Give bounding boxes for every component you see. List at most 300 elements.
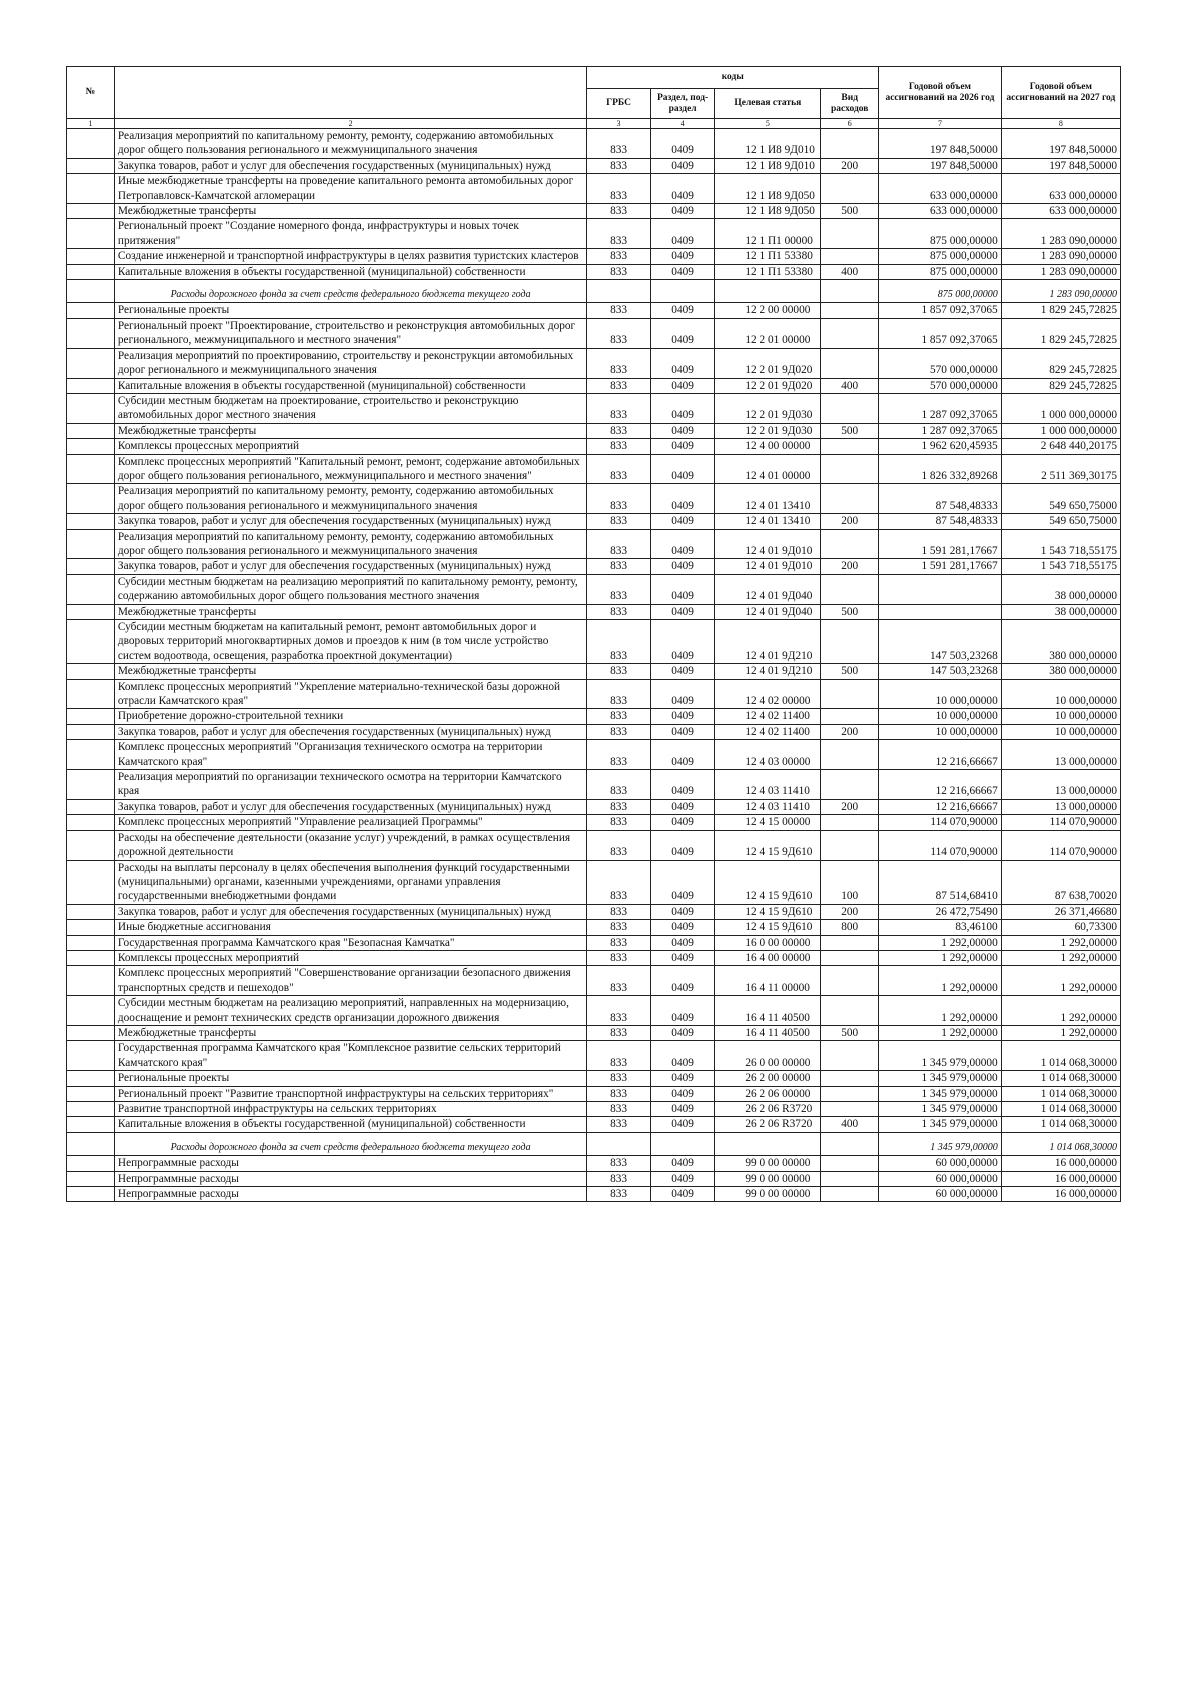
row-razdel: 0409 (650, 1025, 715, 1040)
row-razdel: 0409 (650, 799, 715, 814)
budget-table (66, 66, 1121, 1202)
row-volume-2027: 38 000,00000 (1001, 574, 1120, 604)
table-row (67, 378, 1121, 393)
row-razdel: 0409 (650, 204, 715, 219)
row-razdel: 0409 (650, 740, 715, 770)
row-name: Иные межбюджетные трансферты на проведение капитального ремонта автомобильных дорог Петропавловск-Камчатской агломерации (114, 174, 586, 204)
row-celevaya-statya: 12 4 01 13410 (715, 484, 821, 514)
table-row (67, 1086, 1121, 1101)
table-row (67, 1187, 1121, 1202)
row-grbs: 833 (587, 679, 651, 709)
row-celevaya-statya: 12 4 03 11410 (715, 799, 821, 814)
column-index: 2 (114, 119, 586, 129)
row-grbs: 833 (587, 904, 651, 919)
row-volume-2027: 1 829 245,72825 (1001, 303, 1120, 318)
row-volume-2026: 1 292,00000 (879, 966, 1002, 996)
row-name: Непрограммные расходы (114, 1156, 586, 1171)
table-row (67, 158, 1121, 173)
row-grbs: 833 (587, 966, 651, 996)
row-volume-2027: 1 292,00000 (1001, 1025, 1120, 1040)
row-vid-raskhodov (821, 740, 879, 770)
row-volume-2027: 1 000 000,00000 (1001, 423, 1120, 438)
row-celevaya-statya: 12 4 01 00000 (715, 454, 821, 484)
row-grbs: 833 (587, 393, 651, 423)
row-grbs: 833 (587, 1041, 651, 1071)
row-name: Межбюджетные трансферты (114, 664, 586, 679)
row-vid-raskhodov (821, 1132, 879, 1155)
row-grbs: 833 (587, 935, 651, 950)
row-razdel: 0409 (650, 966, 715, 996)
row-vid-raskhodov: 400 (821, 1117, 879, 1132)
row-celevaya-statya: 16 4 11 40500 (715, 996, 821, 1026)
row-grbs: 833 (587, 1102, 651, 1117)
row-vid-raskhodov (821, 966, 879, 996)
row-name: Закупка товаров, работ и услуг для обеспечения государственных (муниципальных) нужд (114, 799, 586, 814)
row-razdel: 0409 (650, 709, 715, 724)
table-row (67, 815, 1121, 830)
row-volume-2027: 380 000,00000 (1001, 620, 1120, 664)
row-name: Закупка товаров, работ и услуг для обеспечения государственных (муниципальных) нужд (114, 904, 586, 919)
column-index: 6 (821, 119, 879, 129)
row-celevaya-statya: 12 4 01 9Д040 (715, 574, 821, 604)
row-volume-2026: 1 345 979,00000 (879, 1132, 1002, 1155)
row-number (67, 514, 115, 529)
row-volume-2027: 1 292,00000 (1001, 996, 1120, 1026)
row-name: Непрограммные расходы (114, 1187, 586, 1202)
row-name: Субсидии местным бюджетам на реализацию мероприятий, направленных на модернизацию, дооснащение и ремонт технических средств организации дорожного движения (114, 996, 586, 1026)
row-volume-2027: 1 292,00000 (1001, 966, 1120, 996)
row-name: Государственная программа Камчатского края "Комплексное развитие сельских территорий Камчатского края" (114, 1041, 586, 1071)
row-number (67, 1086, 115, 1101)
row-volume-2026: 1 857 092,37065 (879, 318, 1002, 348)
row-razdel: 0409 (650, 423, 715, 438)
row-number (67, 264, 115, 279)
row-volume-2026: 197 848,50000 (879, 129, 1002, 159)
row-number (67, 1102, 115, 1117)
row-volume-2026: 1 857 092,37065 (879, 303, 1002, 318)
row-name: Расходы на выплаты персоналу в целях обеспечения выполнения функций государственными (муниципальными) органами, казенными учреждениями, органами управления государственными внебюджетными фондами (114, 860, 586, 904)
header-vol-2027: Годовой объем ассигнований на 2027 год (1001, 67, 1120, 119)
row-vid-raskhodov (821, 1187, 879, 1202)
row-razdel: 0409 (650, 303, 715, 318)
row-razdel (650, 280, 715, 303)
row-celevaya-statya: 16 4 11 40500 (715, 1025, 821, 1040)
table-row (67, 574, 1121, 604)
table-row (67, 348, 1121, 378)
row-razdel: 0409 (650, 318, 715, 348)
row-name: Расходы дорожного фонда за счет средств федерального бюджета текущего года (114, 280, 586, 303)
row-volume-2027: 1 014 068,30000 (1001, 1102, 1120, 1117)
table-body (67, 129, 1121, 1202)
row-celevaya-statya: 12 2 00 00000 (715, 303, 821, 318)
row-vid-raskhodov: 800 (821, 920, 879, 935)
row-vid-raskhodov (821, 1071, 879, 1086)
row-grbs: 833 (587, 574, 651, 604)
table-row (67, 950, 1121, 965)
row-number (67, 620, 115, 664)
row-number (67, 815, 115, 830)
row-vid-raskhodov (821, 1041, 879, 1071)
row-name: Региональный проект "Создание номерного фонда, инфраструктуры и новых точек притяжения" (114, 219, 586, 249)
row-volume-2026: 1 345 979,00000 (879, 1102, 1002, 1117)
federal-fund-row (67, 280, 1121, 303)
row-volume-2026: 87 548,48333 (879, 484, 1002, 514)
row-number (67, 1132, 115, 1155)
row-vid-raskhodov: 200 (821, 559, 879, 574)
row-razdel: 0409 (650, 484, 715, 514)
row-grbs: 833 (587, 799, 651, 814)
row-volume-2026 (879, 574, 1002, 604)
row-name: Субсидии местным бюджетам на проектирование, строительство и реконструкцию автомобильных дорог местного значения (114, 393, 586, 423)
row-celevaya-statya: 16 4 00 00000 (715, 950, 821, 965)
row-volume-2027: 1 014 068,30000 (1001, 1086, 1120, 1101)
row-razdel: 0409 (650, 664, 715, 679)
row-razdel: 0409 (650, 348, 715, 378)
row-celevaya-statya: 12 2 01 9Д030 (715, 423, 821, 438)
row-grbs: 833 (587, 770, 651, 800)
row-volume-2027: 10 000,00000 (1001, 679, 1120, 709)
row-volume-2026: 875 000,00000 (879, 219, 1002, 249)
row-volume-2027: 2 511 369,30175 (1001, 454, 1120, 484)
row-celevaya-statya: 12 2 01 9Д030 (715, 393, 821, 423)
table-row (67, 484, 1121, 514)
row-razdel: 0409 (650, 679, 715, 709)
row-vid-raskhodov: 400 (821, 378, 879, 393)
row-number (67, 740, 115, 770)
row-volume-2027: 16 000,00000 (1001, 1171, 1120, 1186)
row-name: Региональный проект "Проектирование, строительство и реконструкция автомобильных дорог регионального, межмуниципального и местного значения" (114, 318, 586, 348)
row-number (67, 318, 115, 348)
row-grbs: 833 (587, 348, 651, 378)
row-grbs: 833 (587, 158, 651, 173)
row-vid-raskhodov: 500 (821, 423, 879, 438)
row-celevaya-statya: 12 4 01 9Д210 (715, 620, 821, 664)
row-razdel: 0409 (650, 996, 715, 1026)
table-row (67, 423, 1121, 438)
row-volume-2026: 87 514,68410 (879, 860, 1002, 904)
row-vid-raskhodov: 500 (821, 204, 879, 219)
row-celevaya-statya: 12 4 03 11410 (715, 770, 821, 800)
row-razdel: 0409 (650, 1041, 715, 1071)
header-razdel: Раздел, под-раздел (650, 89, 715, 119)
row-name: Комплекс процессных мероприятий "Капитальный ремонт, ремонт, содержание автомобильных дорог общего пользования регионального, межмуниципального и местного значения" (114, 454, 586, 484)
row-volume-2027: 633 000,00000 (1001, 174, 1120, 204)
row-celevaya-statya: 12 4 01 13410 (715, 514, 821, 529)
row-vid-raskhodov (821, 484, 879, 514)
row-volume-2027: 10 000,00000 (1001, 709, 1120, 724)
row-celevaya-statya: 12 4 01 9Д010 (715, 559, 821, 574)
row-number (67, 574, 115, 604)
row-celevaya-statya: 99 0 00 00000 (715, 1156, 821, 1171)
row-volume-2026: 1 345 979,00000 (879, 1086, 1002, 1101)
column-index: 4 (650, 119, 715, 129)
row-grbs: 833 (587, 219, 651, 249)
row-grbs: 833 (587, 378, 651, 393)
table-row (67, 393, 1121, 423)
row-vid-raskhodov: 200 (821, 514, 879, 529)
row-vid-raskhodov (821, 679, 879, 709)
column-index: 5 (715, 119, 821, 129)
row-celevaya-statya: 12 2 01 00000 (715, 318, 821, 348)
row-volume-2026: 114 070,90000 (879, 830, 1002, 860)
row-razdel: 0409 (650, 378, 715, 393)
row-grbs: 833 (587, 174, 651, 204)
table-row (67, 664, 1121, 679)
column-index: 8 (1001, 119, 1120, 129)
row-volume-2027: 1 829 245,72825 (1001, 318, 1120, 348)
row-celevaya-statya: 26 2 06 R3720 (715, 1117, 821, 1132)
row-volume-2027: 38 000,00000 (1001, 604, 1120, 619)
row-volume-2027: 1 543 718,55175 (1001, 529, 1120, 559)
row-grbs: 833 (587, 1071, 651, 1086)
row-razdel: 0409 (650, 604, 715, 619)
row-grbs: 833 (587, 318, 651, 348)
row-volume-2027: 1 014 068,30000 (1001, 1132, 1120, 1155)
row-volume-2026: 26 472,75490 (879, 904, 1002, 919)
row-number (67, 158, 115, 173)
row-volume-2026: 12 216,66667 (879, 740, 1002, 770)
row-celevaya-statya: 12 2 01 9Д020 (715, 378, 821, 393)
row-grbs: 833 (587, 484, 651, 514)
row-celevaya-statya: 12 4 02 11400 (715, 724, 821, 739)
row-volume-2027: 114 070,90000 (1001, 830, 1120, 860)
row-volume-2026: 1 591 281,17667 (879, 559, 1002, 574)
row-number (67, 129, 115, 159)
row-grbs: 833 (587, 860, 651, 904)
row-number (67, 1187, 115, 1202)
row-number (67, 679, 115, 709)
row-volume-2026: 875 000,00000 (879, 249, 1002, 264)
row-vid-raskhodov (821, 249, 879, 264)
row-number (67, 1041, 115, 1071)
row-razdel: 0409 (650, 1187, 715, 1202)
row-grbs: 833 (587, 709, 651, 724)
row-razdel: 0409 (650, 935, 715, 950)
row-name: Региональные проекты (114, 303, 586, 318)
row-celevaya-statya: 12 4 15 9Д610 (715, 830, 821, 860)
column-index: 1 (67, 119, 115, 129)
table-row (67, 996, 1121, 1026)
column-index: 7 (879, 119, 1002, 129)
row-number (67, 709, 115, 724)
header-codes: коды (587, 67, 879, 89)
row-grbs: 833 (587, 1086, 651, 1101)
row-razdel: 0409 (650, 158, 715, 173)
row-celevaya-statya: 12 4 15 9Д610 (715, 904, 821, 919)
row-razdel (650, 1132, 715, 1155)
row-volume-2027: 2 648 440,20175 (1001, 439, 1120, 454)
table-row (67, 740, 1121, 770)
row-number (67, 1071, 115, 1086)
table-row (67, 620, 1121, 664)
row-number (67, 904, 115, 919)
row-vid-raskhodov (821, 439, 879, 454)
table-row (67, 1156, 1121, 1171)
table-row (67, 129, 1121, 159)
row-name: Реализация мероприятий по капитальному ремонту, ремонту, содержанию автомобильных дорог общего пользования регионального и межмуниципального значения (114, 484, 586, 514)
row-celevaya-statya: 26 2 06 00000 (715, 1086, 821, 1101)
row-grbs: 833 (587, 1117, 651, 1132)
row-name: Комплекс процессных мероприятий "Укрепление материально-технической базы дорожной отрасли Камчатского края" (114, 679, 586, 709)
row-volume-2027: 1 283 090,00000 (1001, 219, 1120, 249)
row-vid-raskhodov: 200 (821, 724, 879, 739)
row-volume-2026: 1 287 092,37065 (879, 393, 1002, 423)
row-volume-2026: 1 345 979,00000 (879, 1041, 1002, 1071)
row-razdel: 0409 (650, 249, 715, 264)
row-name: Развитие транспортной инфраструктуры на сельских территориях (114, 1102, 586, 1117)
row-grbs: 833 (587, 1171, 651, 1186)
row-vid-raskhodov (821, 280, 879, 303)
row-razdel: 0409 (650, 174, 715, 204)
row-celevaya-statya: 12 1 П1 00000 (715, 219, 821, 249)
row-volume-2027: 1 014 068,30000 (1001, 1117, 1120, 1132)
row-razdel: 0409 (650, 620, 715, 664)
row-volume-2026: 875 000,00000 (879, 280, 1002, 303)
row-vid-raskhodov: 200 (821, 158, 879, 173)
table-row (67, 1071, 1121, 1086)
row-volume-2026: 1 345 979,00000 (879, 1117, 1002, 1132)
row-number (67, 604, 115, 619)
row-razdel: 0409 (650, 1086, 715, 1101)
row-celevaya-statya: 12 4 01 9Д040 (715, 604, 821, 619)
row-name: Приобретение дорожно-строительной техники (114, 709, 586, 724)
row-grbs: 833 (587, 439, 651, 454)
row-celevaya-statya: 99 0 00 00000 (715, 1171, 821, 1186)
row-volume-2026: 114 070,90000 (879, 815, 1002, 830)
row-razdel: 0409 (650, 770, 715, 800)
row-volume-2027: 13 000,00000 (1001, 740, 1120, 770)
table-row (67, 966, 1121, 996)
row-number (67, 920, 115, 935)
row-name: Комплекс процессных мероприятий "Совершенствование организации безопасного движения транспортных средств и пешеходов" (114, 966, 586, 996)
row-vid-raskhodov: 200 (821, 904, 879, 919)
row-name: Непрограммные расходы (114, 1171, 586, 1186)
row-volume-2027: 60,73300 (1001, 920, 1120, 935)
row-grbs: 833 (587, 204, 651, 219)
row-volume-2026: 1 292,00000 (879, 996, 1002, 1026)
row-volume-2026: 87 548,48333 (879, 514, 1002, 529)
row-number (67, 935, 115, 950)
row-volume-2027: 1 283 090,00000 (1001, 249, 1120, 264)
row-number (67, 249, 115, 264)
row-grbs: 833 (587, 815, 651, 830)
row-celevaya-statya: 16 0 00 00000 (715, 935, 821, 950)
row-vid-raskhodov: 100 (821, 860, 879, 904)
row-grbs: 833 (587, 514, 651, 529)
row-volume-2026: 10 000,00000 (879, 724, 1002, 739)
row-volume-2027: 1 000 000,00000 (1001, 393, 1120, 423)
row-grbs: 833 (587, 724, 651, 739)
row-grbs: 833 (587, 559, 651, 574)
row-vid-raskhodov (821, 950, 879, 965)
column-index: 3 (587, 119, 651, 129)
row-number (67, 770, 115, 800)
row-number (67, 348, 115, 378)
row-grbs: 833 (587, 740, 651, 770)
row-grbs: 833 (587, 264, 651, 279)
row-volume-2026: 10 000,00000 (879, 709, 1002, 724)
row-name: Расходы дорожного фонда за счет средств федерального бюджета текущего года (114, 1132, 586, 1155)
row-vid-raskhodov (821, 1156, 879, 1171)
row-razdel: 0409 (650, 904, 715, 919)
table-row (67, 529, 1121, 559)
row-vid-raskhodov (821, 129, 879, 159)
table-row (67, 1171, 1121, 1186)
column-index-row (67, 119, 1121, 129)
row-number (67, 559, 115, 574)
row-number (67, 423, 115, 438)
header-vid: Вид расходов (821, 89, 879, 119)
row-volume-2026: 60 000,00000 (879, 1156, 1002, 1171)
row-razdel: 0409 (650, 950, 715, 965)
row-celevaya-statya: 12 4 01 9Д010 (715, 529, 821, 559)
row-grbs: 833 (587, 920, 651, 935)
row-name: Иные бюджетные ассигнования (114, 920, 586, 935)
row-grbs: 833 (587, 303, 651, 318)
row-number (67, 529, 115, 559)
row-razdel: 0409 (650, 529, 715, 559)
row-name: Капитальные вложения в объекты государственной (муниципальной) собственности (114, 264, 586, 279)
row-volume-2027: 13 000,00000 (1001, 799, 1120, 814)
table-row (67, 604, 1121, 619)
row-name: Комплекс процессных мероприятий "Управление реализацией Программы" (114, 815, 586, 830)
row-volume-2026: 83,46100 (879, 920, 1002, 935)
row-vid-raskhodov (821, 1102, 879, 1117)
row-vid-raskhodov: 500 (821, 604, 879, 619)
table-row (67, 1102, 1121, 1117)
row-razdel: 0409 (650, 1071, 715, 1086)
row-vid-raskhodov (821, 574, 879, 604)
row-volume-2027: 1 543 718,55175 (1001, 559, 1120, 574)
row-vid-raskhodov (821, 318, 879, 348)
row-number (67, 724, 115, 739)
row-vid-raskhodov (821, 815, 879, 830)
row-celevaya-statya: 12 1 И8 9Д010 (715, 158, 821, 173)
table-row (67, 724, 1121, 739)
row-volume-2026: 60 000,00000 (879, 1171, 1002, 1186)
row-number (67, 830, 115, 860)
row-celevaya-statya: 12 1 П1 53380 (715, 249, 821, 264)
row-vid-raskhodov (821, 1171, 879, 1186)
row-grbs: 833 (587, 996, 651, 1026)
table-row (67, 1117, 1121, 1132)
row-vid-raskhodov: 400 (821, 264, 879, 279)
row-vid-raskhodov (821, 303, 879, 318)
row-volume-2027: 26 371,46680 (1001, 904, 1120, 919)
table-row (67, 204, 1121, 219)
row-number (67, 1025, 115, 1040)
header-grbs: ГРБС (587, 89, 651, 119)
row-volume-2026: 1 292,00000 (879, 1025, 1002, 1040)
row-vid-raskhodov (821, 996, 879, 1026)
row-razdel: 0409 (650, 830, 715, 860)
row-name: Капитальные вложения в объекты государственной (муниципальной) собственности (114, 1117, 586, 1132)
row-razdel: 0409 (650, 1102, 715, 1117)
row-name: Реализация мероприятий по капитальному ремонту, ремонту, содержанию автомобильных дорог общего пользования регионального и межмуниципального значения (114, 529, 586, 559)
table-row (67, 799, 1121, 814)
row-name: Межбюджетные трансферты (114, 423, 586, 438)
table-row (67, 219, 1121, 249)
row-name: Реализация мероприятий по организации технического осмотра на территории Камчатского края (114, 770, 586, 800)
row-vid-raskhodov: 500 (821, 664, 879, 679)
row-volume-2026: 633 000,00000 (879, 174, 1002, 204)
table-row (67, 920, 1121, 935)
row-vid-raskhodov (821, 348, 879, 378)
row-number (67, 204, 115, 219)
row-grbs: 833 (587, 454, 651, 484)
row-celevaya-statya: 26 2 06 R3720 (715, 1102, 821, 1117)
row-volume-2026: 12 216,66667 (879, 770, 1002, 800)
